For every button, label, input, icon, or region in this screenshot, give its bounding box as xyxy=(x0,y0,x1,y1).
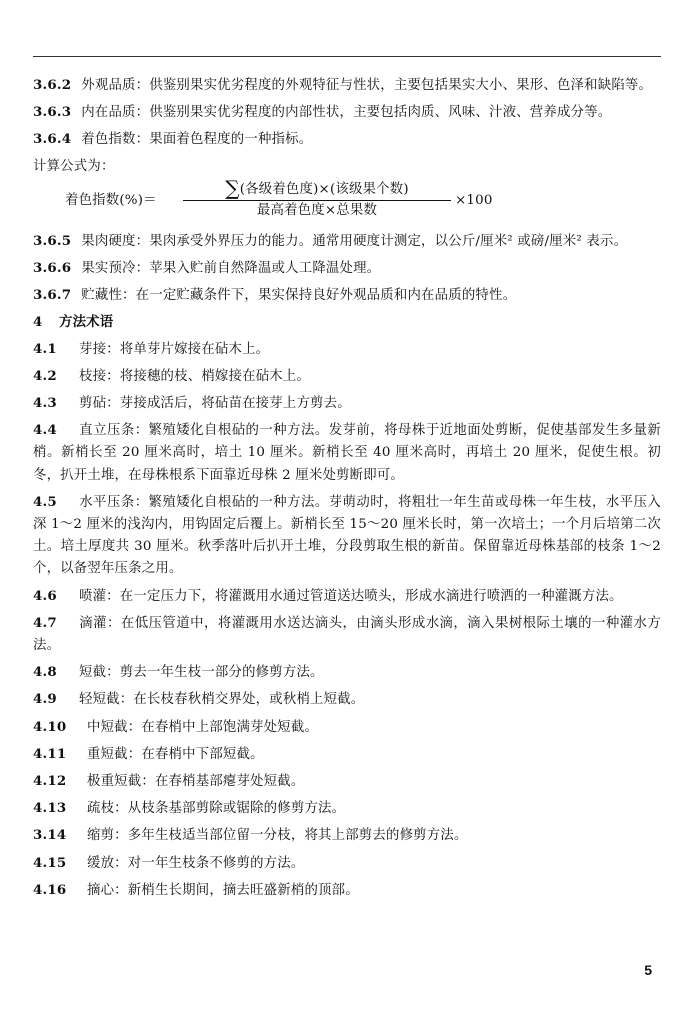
clause-text: 缓放：对一年生枝条不修剪的方法。 xyxy=(87,855,305,871)
clause-text: 芽接：将单芽片嫁接在砧木上。 xyxy=(79,341,270,357)
formula-multiplier: ×100 xyxy=(455,192,493,208)
clause-text: 中短截：在春梢中上部饱满芽处短截。 xyxy=(87,719,319,735)
clause-number: 4.4 xyxy=(33,422,57,439)
clause-number: 3.14 xyxy=(33,827,67,844)
formula-label: 计算公式为： xyxy=(33,158,115,174)
formula-numerator xyxy=(183,175,451,201)
clause-text: 外观品质：供鉴别果实优劣程度的外观特征与性状，主要包括果实大小、果形、色泽和缺陷等。 xyxy=(81,78,653,93)
clause-text: 枝接：将接穗的枝、梢嫁接在砧木上。 xyxy=(79,368,311,384)
clause-text: 剪砧：芽接成活后，将砧苗在接芽上方剪去。 xyxy=(79,396,351,412)
section-heading xyxy=(33,311,661,333)
clause-text: 喷灌：在一定压力下，将灌溉用水通过管道送达喷头，形成水滴进行喷洒的一种灌溉方法。 xyxy=(79,588,623,604)
formula-fraction xyxy=(183,175,451,221)
clause-text: 直立压条：繁殖矮化自根砧的一种方法。发芽前，将母株于近地面处剪断，促使基部发生多量新梢。新梢长至 20 厘米高时，培土 10 厘米。新梢长至 40 厘米高时，再培土 20 厘米，促使生根。初冬，扒开土堆，在母株根系下面靠近母株 2 厘米处剪断即可。 xyxy=(33,423,661,483)
clause-4-15 xyxy=(33,852,661,875)
clause-number: 4.13 xyxy=(33,800,67,817)
clause-number: 4.11 xyxy=(33,745,67,762)
numerator-text: (各级着色度)×(该级果个数) xyxy=(239,181,409,197)
clause-4-5 xyxy=(33,491,661,581)
clause-3-6-4 xyxy=(33,128,661,151)
clause-number: 4.15 xyxy=(33,854,67,871)
clause-number: 4.7 xyxy=(33,614,57,631)
clause-number: 3.6.4 xyxy=(33,131,72,148)
clause-3-6-3 xyxy=(33,101,661,124)
section-title: 方法术语 xyxy=(59,314,114,331)
clause-text: 重短截：在春梢中下部短截。 xyxy=(87,746,264,762)
clause-text: 极重短截：在春梢基部瘪芽处短截。 xyxy=(87,774,305,790)
clause-4-13 xyxy=(33,797,661,820)
clause-number: 4.16 xyxy=(33,881,67,898)
formula-lhs: 着色指数(%)＝ xyxy=(65,192,157,208)
clause-3-6-7 xyxy=(33,284,661,307)
clause-4-3 xyxy=(33,392,661,415)
clause-4-9 xyxy=(33,688,661,711)
clause-text: 着色指数：果面着色程度的一种指标。 xyxy=(81,132,313,148)
clause-4-2 xyxy=(33,365,661,388)
clause-4-16 xyxy=(33,879,661,902)
clause-text: 果肉硬度：果肉承受外界压力的能力。通常用硬度计测定，以公斤/厘米² 或磅/厘米² 表示。 xyxy=(81,233,628,249)
clause-text: 轻短截：在长枝春秋梢交界处，或秋梢上短截。 xyxy=(79,692,365,708)
clause-text: 果实预冷：苹果入贮前自然降温或人工降温处理。 xyxy=(81,261,381,277)
clause-text: 贮藏性：在一定贮藏条件下，果实保持良好外观品质和内在品质的特性。 xyxy=(81,288,517,304)
clause-text: 短截：剪去一年生枝一部分的修剪方法。 xyxy=(79,665,324,681)
clause-number: 3.6.6 xyxy=(33,260,72,277)
page-number: 5 xyxy=(644,962,652,978)
clause-3-6-5 xyxy=(33,230,661,253)
clause-4-12 xyxy=(33,770,661,793)
clause-number: 4.1 xyxy=(33,340,57,357)
clause-text: 缩剪：多年生枝适当部位留一分枝，将其上部剪去的修剪方法。 xyxy=(87,828,468,844)
clause-number: 4.9 xyxy=(33,691,57,708)
clause-number: 4.5 xyxy=(33,493,57,510)
clause-number: 4.12 xyxy=(33,773,67,790)
clause-number: 4.10 xyxy=(33,718,67,735)
clause-text: 摘心：新梢生长期间，摘去旺盛新梢的顶部。 xyxy=(87,882,359,898)
clause-number: 3.6.7 xyxy=(33,287,72,304)
clause-4-11 xyxy=(33,743,661,766)
clause-4-8 xyxy=(33,661,661,684)
clause-3-6-2 xyxy=(33,74,661,97)
clause-4-10 xyxy=(33,716,661,739)
formula-denominator: 最高着色度×总果数 xyxy=(256,202,378,218)
clause-number: 4.6 xyxy=(33,587,57,604)
document-body xyxy=(33,74,661,906)
clause-number: 3.6.5 xyxy=(33,232,72,249)
clause-text: 滴灌：在低压管道中，将灌溉用水送达滴头，由滴头形成水滴，滴入果树根际土壤的一种灌水方法。 xyxy=(33,615,661,654)
clause-number: 3.6.3 xyxy=(33,104,72,121)
coloring-index-formula xyxy=(33,175,661,226)
clause-4-7 xyxy=(33,612,661,657)
sum-symbol: ∑ xyxy=(225,175,240,200)
header-rule xyxy=(33,56,661,57)
clause-number: 4.2 xyxy=(33,367,57,384)
clause-4-1 xyxy=(33,338,661,361)
clause-number: 4.3 xyxy=(33,395,57,412)
section-number: 4 xyxy=(33,314,43,331)
clause-3-6-6 xyxy=(33,257,661,280)
clause-number: 3.6.2 xyxy=(33,77,72,93)
clause-text: 疏枝：从枝条基部剪除或锯除的修剪方法。 xyxy=(87,801,346,817)
clause-text: 内在品质：供鉴别果实优劣程度的内部性状，主要包括肉质、风味、汁液、营养成分等。 xyxy=(81,105,612,121)
clause-4-4 xyxy=(33,419,661,487)
clause-4-6 xyxy=(33,585,661,608)
clause-number: 4.8 xyxy=(33,664,57,681)
clause-3-14 xyxy=(33,824,661,847)
clause-text: 水平压条：繁殖矮化自根砧的一种方法。芽萌动时，将粗壮一年生苗或母株一年生枝，水平压入深 1～2 厘米的浅沟内，用钩固定后覆上。新梢长至 15～20 厘米长时，第一次培土；一个月后培第二次土。培土厚度共 30 厘米。秋季落叶后扒开土堆，分段剪取生根的新苗。保留靠近母株基部的枝条 1～2 个，以备翌年压条之用。 xyxy=(33,494,661,577)
